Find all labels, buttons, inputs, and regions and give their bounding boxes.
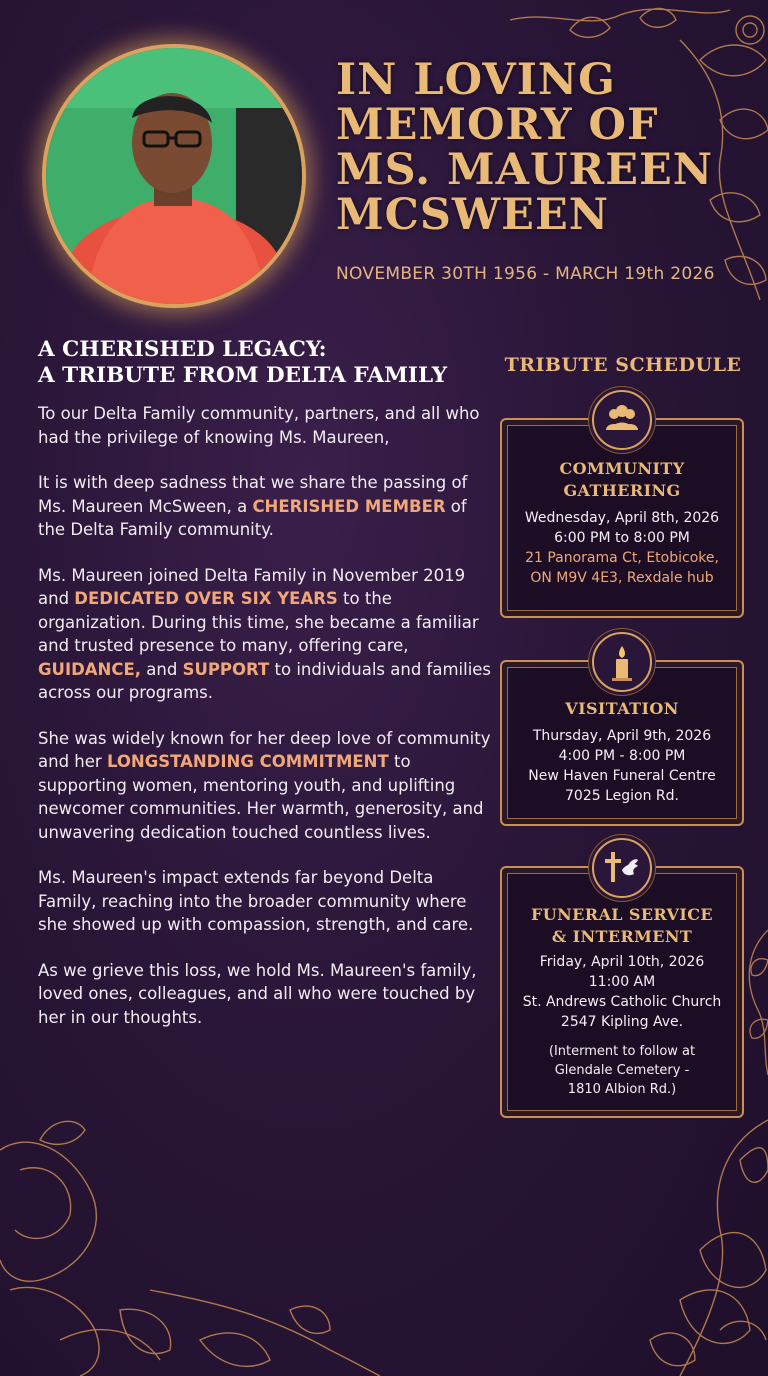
legacy-heading-line-2: A TRIBUTE FROM DELTA FAMILY bbox=[38, 363, 448, 388]
title-line-1: IN LOVING bbox=[336, 55, 616, 105]
highlight-longstanding-commitment: LONGSTANDING COMMITMENT bbox=[106, 752, 389, 771]
paragraph-6 bbox=[38, 959, 496, 1030]
paragraph-3 bbox=[38, 564, 496, 705]
paragraph-3-text-b: to the organization. During this time, she became a familiar and trusted presence to many, offering care, bbox=[38, 589, 479, 655]
visitation-address: 7025 Legion Rd. bbox=[565, 788, 679, 804]
portrait-photo bbox=[42, 44, 306, 308]
life-dates: NOVEMBER 30TH 1956 - MARCH 19th 2026 bbox=[336, 264, 715, 284]
funeral-service-card bbox=[500, 866, 744, 1118]
paragraph-3-text-a: Ms. Maureen joined Delta Family in November 2019 and bbox=[38, 565, 466, 608]
floral-decoration-bottom-left bbox=[0, 1110, 380, 1376]
paragraph-4-text-b: to supporting women, mentoring youth, and uplifting newcomer communities. Her warmth, generosity, and unwavering dedication touched countless lives. bbox=[38, 752, 484, 842]
community-gathering-card bbox=[500, 418, 744, 618]
title-line-3: MS. MAUREEN bbox=[336, 145, 714, 195]
interment-note-line-3: 1810 Albion Rd.) bbox=[567, 1082, 677, 1097]
highlight-dedicated-years: DEDICATED OVER SIX YEARS bbox=[74, 589, 338, 608]
people-icon bbox=[592, 390, 652, 450]
funeral-address: 2547 Kipling Ave. bbox=[560, 1014, 684, 1030]
legacy-heading-line-1: A CHERISHED LEGACY: bbox=[38, 337, 327, 362]
funeral-time: 11:00 AM bbox=[588, 974, 656, 990]
tribute-body bbox=[38, 402, 496, 1051]
paragraph-1 bbox=[38, 402, 496, 449]
paragraph-2 bbox=[38, 471, 496, 542]
paragraph-2-text-b: of the Delta Family community. bbox=[38, 496, 467, 539]
visitation-date: Thursday, April 9th, 2026 bbox=[532, 728, 712, 744]
gathering-address-line-2: ON M9V 4E3, Rexdale hub bbox=[530, 570, 714, 586]
gathering-time: 6:00 PM to 8:00 PM bbox=[554, 530, 690, 546]
funeral-title-line-2: & INTERMENT bbox=[551, 927, 693, 946]
visitation-place: New Haven Funeral Centre bbox=[528, 768, 716, 784]
portrait-image bbox=[46, 48, 302, 304]
highlight-cherished-member: CHERISHED MEMBER bbox=[252, 496, 446, 516]
paragraph-3-text-c: and bbox=[141, 659, 183, 679]
funeral-date: Friday, April 10th, 2026 bbox=[539, 954, 705, 970]
tribute-schedule-heading: TRIBUTE SCHEDULE bbox=[504, 354, 742, 376]
visitation-time: 4:00 PM - 8:00 PM bbox=[558, 748, 686, 764]
visitation-title: VISITATION bbox=[565, 699, 679, 718]
gathering-title-line-1: COMMUNITY bbox=[559, 459, 685, 478]
paragraph-4 bbox=[38, 727, 496, 845]
highlight-guidance: GUIDANCE, bbox=[38, 659, 142, 679]
floral-decoration-bottom-right bbox=[560, 1100, 768, 1376]
paragraph-4-text-a: She was widely known for her deep love of community and her bbox=[38, 728, 491, 771]
gathering-address-line-1: 21 Panorama Ct, Etobicoke, bbox=[525, 550, 719, 566]
visitation-card bbox=[500, 660, 744, 826]
paragraph-6-text: As we grieve this loss, we hold Ms. Maureen's family, loved ones, colleagues, and all who were touched by her in our thoughts. bbox=[38, 960, 477, 1027]
gathering-date: Wednesday, April 8th, 2026 bbox=[524, 510, 720, 526]
title-line-2: MEMORY OF bbox=[336, 100, 659, 150]
paragraph-5 bbox=[38, 866, 496, 937]
title-line-4: MCSWEEN bbox=[336, 190, 610, 240]
interment-note-line-1: (Interment to follow at bbox=[548, 1044, 696, 1059]
paragraph-5-text: Ms. Maureen's impact extends far beyond Delta Family, reaching into the broader community where she showed up with compassion, strength, and care. bbox=[38, 868, 474, 934]
funeral-place: St. Andrews Catholic Church bbox=[522, 994, 722, 1010]
funeral-title-line-1: FUNERAL SERVICE bbox=[531, 905, 713, 924]
highlight-support: SUPPORT bbox=[182, 659, 270, 679]
paragraph-2-text-a: It is with deep sadness that we share the passing of Ms. Maureen McSween, a bbox=[38, 473, 468, 516]
gathering-title-line-2: GATHERING bbox=[563, 481, 681, 500]
interment-note-line-2: Glendale Cemetery - bbox=[554, 1063, 690, 1078]
legacy-heading bbox=[38, 337, 498, 389]
paragraph-1-text: To our Delta Family community, partners, and all who had the privilege of knowing Ms. Maureen, bbox=[38, 404, 480, 447]
paragraph-3-text-d: to individuals and families across our programs. bbox=[38, 659, 492, 702]
cross-dove-icon bbox=[592, 838, 652, 898]
candle-icon bbox=[592, 632, 652, 692]
memorial-title bbox=[336, 55, 736, 240]
